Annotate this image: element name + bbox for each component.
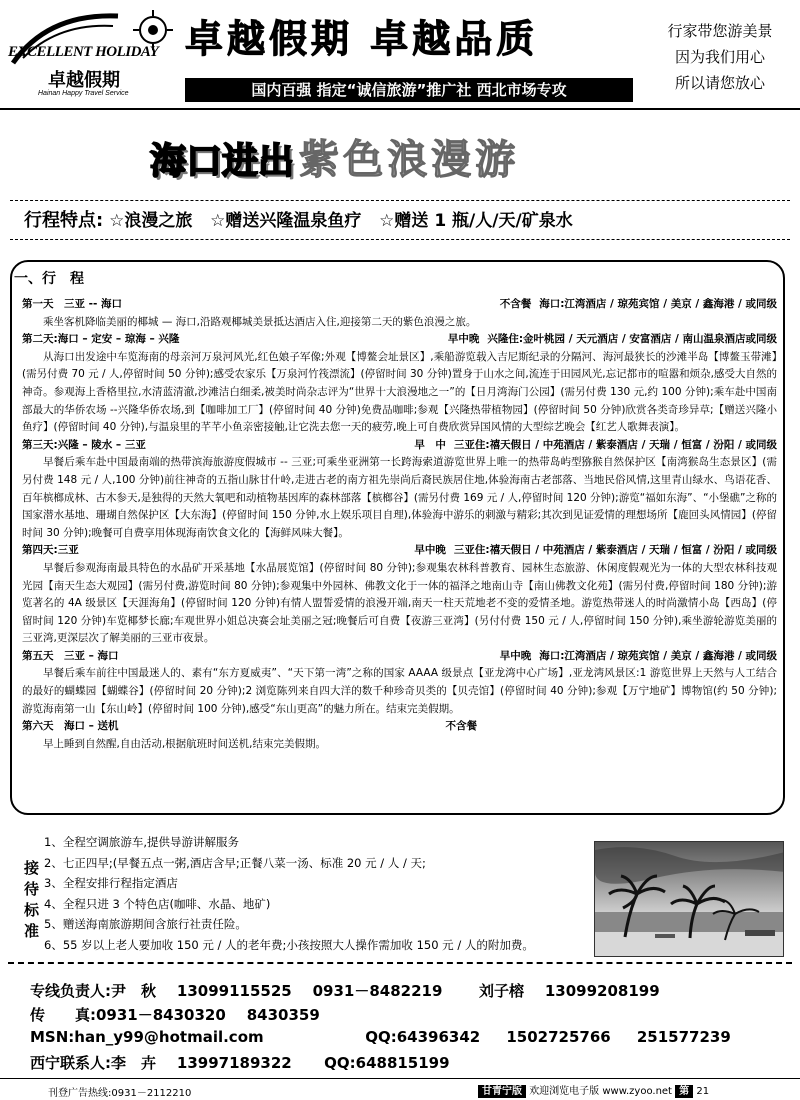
service-item: 6、55 岁以上老人要加收 150 元 / 人的老年费;小孩按照大人操作需加收 150 元 / 人的附加费。 [44, 937, 534, 952]
slogan-line: 所以请您放心 [674, 74, 765, 92]
fax-number: 传 真:0931－8430320 [30, 1006, 226, 1024]
service-item: 1、全程空调旅游车,提供导游讲解服务 [44, 835, 239, 849]
page-tag: 第 [675, 1085, 693, 1098]
product-title-part1: 海口进出 [150, 141, 295, 182]
page-header [0, 0, 800, 110]
service-item: 5、赠送海南旅游期间含旅行社责任险。 [44, 917, 247, 931]
day-title: 第三天:兴隆 – 陵水 – 三亚 [22, 438, 146, 451]
manager-phone: 13099115525 [176, 982, 292, 1000]
logo-english-text: EXCELLENT HOLIDAY [8, 44, 159, 60]
day-description: 乘坐客机降临美丽的椰城 — 海口,沿路观椰城美景抵达酒店入住,迎接第二天的紫色浪漫之旅。 [43, 315, 477, 328]
feature-item: ☆赠送 1 瓶/人/天/矿泉水 [379, 211, 573, 231]
day-header [22, 296, 777, 314]
day-header [22, 718, 777, 736]
contact-row-xining [30, 1052, 450, 1073]
header-title: 卓越假期 卓越品质 [185, 16, 539, 61]
day-title: 第六天 海口 – 送机 [22, 720, 119, 733]
day-title: 第五天 三亚 – 海口 [22, 649, 119, 662]
header-banner: 国内百强 指定“诚信旅游”推广社 西北市场专攻 [185, 78, 633, 102]
qq-number: QQ:64396342 [365, 1028, 481, 1046]
xining-qq: QQ:648815199 [324, 1054, 450, 1072]
day-block [22, 542, 777, 648]
day-meal: 不含餐 [499, 298, 532, 310]
website-welcome[interactable]: 欢迎浏览电子版 www.zyoo.net [529, 1086, 672, 1097]
features-label: 行程特点: [24, 210, 104, 231]
palm-beach-image [595, 842, 784, 957]
beach-photo [594, 841, 784, 957]
contact-row-manager [30, 980, 660, 1001]
service-item: 4、全程只进 3 个特色店(咖啡、水晶、地矿) [44, 896, 271, 911]
day-hotel: 海口:江湾酒店 / 琼苑宾馆 / 美京 / 鑫海港 / 或同级 [539, 298, 777, 310]
msn-account: MSN:han_y99@hotmail.com [30, 1028, 264, 1046]
day-description: 早餐后乘车赴中国最南端的热带滨海旅游度假城市 -- 三亚;可乘坐亚洲第一长跨海索道游览世界上唯一的热带岛屿型猕猴自然保护区【南湾猴岛生态景区】(需另付费 148 元 / 人,100 分钟)前往神奇的五指山脉甘什岭,走进古老的南方祖先崇尚后裔民族居住地,体验海南古老部落、当地民俗风情,这里青山绿水、鸟语花香、百年槟榔成林、古木参天,是独得的天然大氧吧和动植物基因库的森林部落【槟榔谷】(需另付费 169 元 / 人,停留时间 120 分钟);游览“福如东海”、“小堡礁”之称的国家潜水基地、珊瑚自然保护区【大东海】(停留时间 150 分钟,水上娱乐项目自理),体验海中游乐的刺激与精彩;其次到见证爱情的理想场所【鹿回头风情园】(停留时间 30 分钟);晚餐可自费享用体现海南饮食文化的【海鲜风味大餐】。 [22, 456, 777, 539]
itinerary-heading: 一、行 程 [14, 271, 84, 287]
day-description: 早上睡到自然醒,自由活动,根据航班时间送机,结束完美假期。 [43, 737, 327, 750]
day-hotel: 三亚住:禧天假日 / 中苑酒店 / 紫泰酒店 / 天瑞 / 恒富 / 汾阳 / 或同级 [453, 438, 777, 451]
fax-number-2: 8430359 [246, 1006, 320, 1024]
day-description: 早餐后乘车前往中国最迷人的、素有“东方夏威夷”、“天下第一湾”之称的国家 AAAA 级景点【亚龙湾中心广场】,亚龙湾风景区:1 游览世界上天然与人工结合的最好的蝴蝶园【蝴蝶谷】(停留时间 20 分钟);2 浏览陈列来自四大洋的数千种珍奇贝类的【贝壳馆】(停留时间 40 分钟);参观【万宁地矿】博物馆(约 50 分钟);游览海南第一山【东山岭】(停留时间 100 分钟),感受“东山更高”的魅力所在。结束完美假期。 [22, 667, 777, 715]
day-header [22, 648, 777, 666]
xining-contact-phone: 13997189322 [176, 1054, 292, 1072]
day-title: 第四天:三亚 [22, 544, 79, 557]
day-header [22, 542, 777, 560]
service-side-label: 接待标准 [24, 859, 40, 940]
day-block [22, 648, 777, 718]
day-header [22, 331, 777, 349]
qq-number-2: 1502725766 [506, 1028, 611, 1046]
qq-number-3: 251577239 [636, 1028, 731, 1046]
day-description: 从海口出发途中车览海南的母亲河万泉河风光,红色娘子军像;外观【博鳌会址景区】,乘船游览载入吉尼斯纪录的分隔河、海河最狭长的沙滩半岛【博鳌玉带滩】(需另付费 70 元 / 人,停留时间 50 分钟);感受农家乐【万泉河竹筏漂流】(停留时间 30 分钟)置身于山水之间,流连于田园风光,忘记都市的喧嚣和烦杂,感受大自然的神奇。参观海上香格里拉,水清蓝清澈,沙滩洁白细柔,被美时尚杂志评为“世界十大浪漫地之一”的【日月湾海门公园】(需另付费 130 元,约 100 分钟);乘车赴中国南部最大的华侨农场 --兴隆华侨农场,到【咖啡加工厂】(停留时间 40 分钟)免费品咖啡;参观【兴隆热带植物园】(停留时间 50 分钟)欣赏各类奇珍异草;【赠送兴隆小鱼疗】(停留时间 40 分钟),与温泉里的芊芊小鱼亲密接触,让它洗去您一天的疲劳,晚上可自费欣赏异国风情的大型综艺晚会【红艺人歌舞表演】。 [22, 350, 777, 434]
edition-tag: 甘青宁版 [478, 1085, 526, 1098]
manager-name: 专线负责人:尹 秋 [30, 982, 156, 1000]
day-hotel: 兴隆住:金叶桃园 / 天元酒店 / 安富酒店 / 南山温泉酒店或同级 [487, 333, 777, 346]
day-meal: 早 中 [414, 438, 446, 451]
day-block [22, 437, 777, 543]
second-contact-name: 刘子榕 [478, 982, 524, 1000]
slogan-line: 因为我们用心 [674, 48, 765, 66]
logo-chinese-text: 卓越假期 [48, 70, 120, 91]
product-title-part2: 紫色浪漫游 [299, 137, 520, 183]
product-title [150, 128, 690, 183]
features-line [10, 200, 790, 240]
day-block [22, 296, 777, 331]
contact-section [8, 962, 792, 1072]
feature-item: ☆赠送兴隆温泉鱼疗 [210, 211, 362, 231]
day-hotel: 三亚住:禧天假日 / 中苑酒店 / 紫泰酒店 / 天瑞 / 恒富 / 汾阳 / 或同级 [453, 544, 777, 557]
day-meal: 早中晚 [447, 333, 480, 346]
logo-subtitle: Hainan Happy Travel Service [38, 90, 129, 97]
feature-item: ☆浪漫之旅 [109, 211, 193, 231]
slogan-line: 行家带您游美景 [667, 22, 773, 40]
day-header [22, 437, 777, 455]
footer-right [478, 1082, 709, 1097]
xining-contact-name: 西宁联系人:李 卉 [30, 1054, 156, 1072]
service-item: 3、全程安排行程指定酒店 [44, 876, 178, 890]
page-number: 21 [696, 1086, 710, 1097]
day-hotel: 海口:江湾酒店 / 琼苑宾馆 / 美京 / 鑫海港 / 或同级 [539, 649, 777, 662]
day-block [22, 718, 777, 753]
day-meal: 不含餐 [445, 720, 477, 733]
service-list [44, 832, 604, 955]
day-description: 早餐后参观海南最具特色的水晶矿开采基地【水晶展览馆】(停留时间 80 分钟);参观集农林科普教育、园林生态旅游、休闲度假观光为一体的大型农林科技观光园【南天生态大观园】(需另付费,游览时间 80 分钟);参观集中外园林、佛教文化于一体的福泽之地南山寺【南山佛教文化苑】(需另付费,停留时间 180 分钟);游览著名的 4A 级景区【天涯海角】(停留时间 120 分钟)有情人盟誓爱情的浪漫开端,南天一柱天荒地老不变的爱情圣地。游览热带迷人的时尚激情小岛【西岛】(停留时间 120 分钟)车览椰梦长廊;车观世界小姐总决赛会址美丽之冠;晚餐后可自费【夜游三亚湾】(另付付费 150 元 / 人,停留时间 150 分钟),乘坐游轮游览美丽的三亚湾,更深层次了解美丽的三亚市夜景。 [22, 561, 777, 645]
header-slogan [645, 18, 795, 96]
company-logo [8, 8, 178, 103]
page-footer [0, 1078, 800, 1100]
day-block [22, 331, 777, 437]
day-meal: 早中晚 [499, 649, 532, 662]
itinerary-body [22, 296, 777, 753]
service-item: 2、七正四早;(早餐五点一粥,酒店含早;正餐八菜一汤、标准 20 元 / 人 / 天; [44, 855, 426, 870]
contact-row-fax [30, 1004, 320, 1025]
day-meal: 早中晚 [414, 544, 446, 557]
second-contact-phone: 13099208199 [544, 982, 660, 1000]
day-title: 第二天:海口 – 定安 – 琼海 – 兴隆 [22, 333, 180, 346]
contact-row-msn [30, 1028, 731, 1046]
day-title: 第一天 三亚 -- 海口 [22, 298, 123, 310]
ad-hotline: 刊登广告热线:0931－2112210 [48, 1088, 192, 1099]
manager-phone-2: 0931－8482219 [312, 982, 443, 1000]
